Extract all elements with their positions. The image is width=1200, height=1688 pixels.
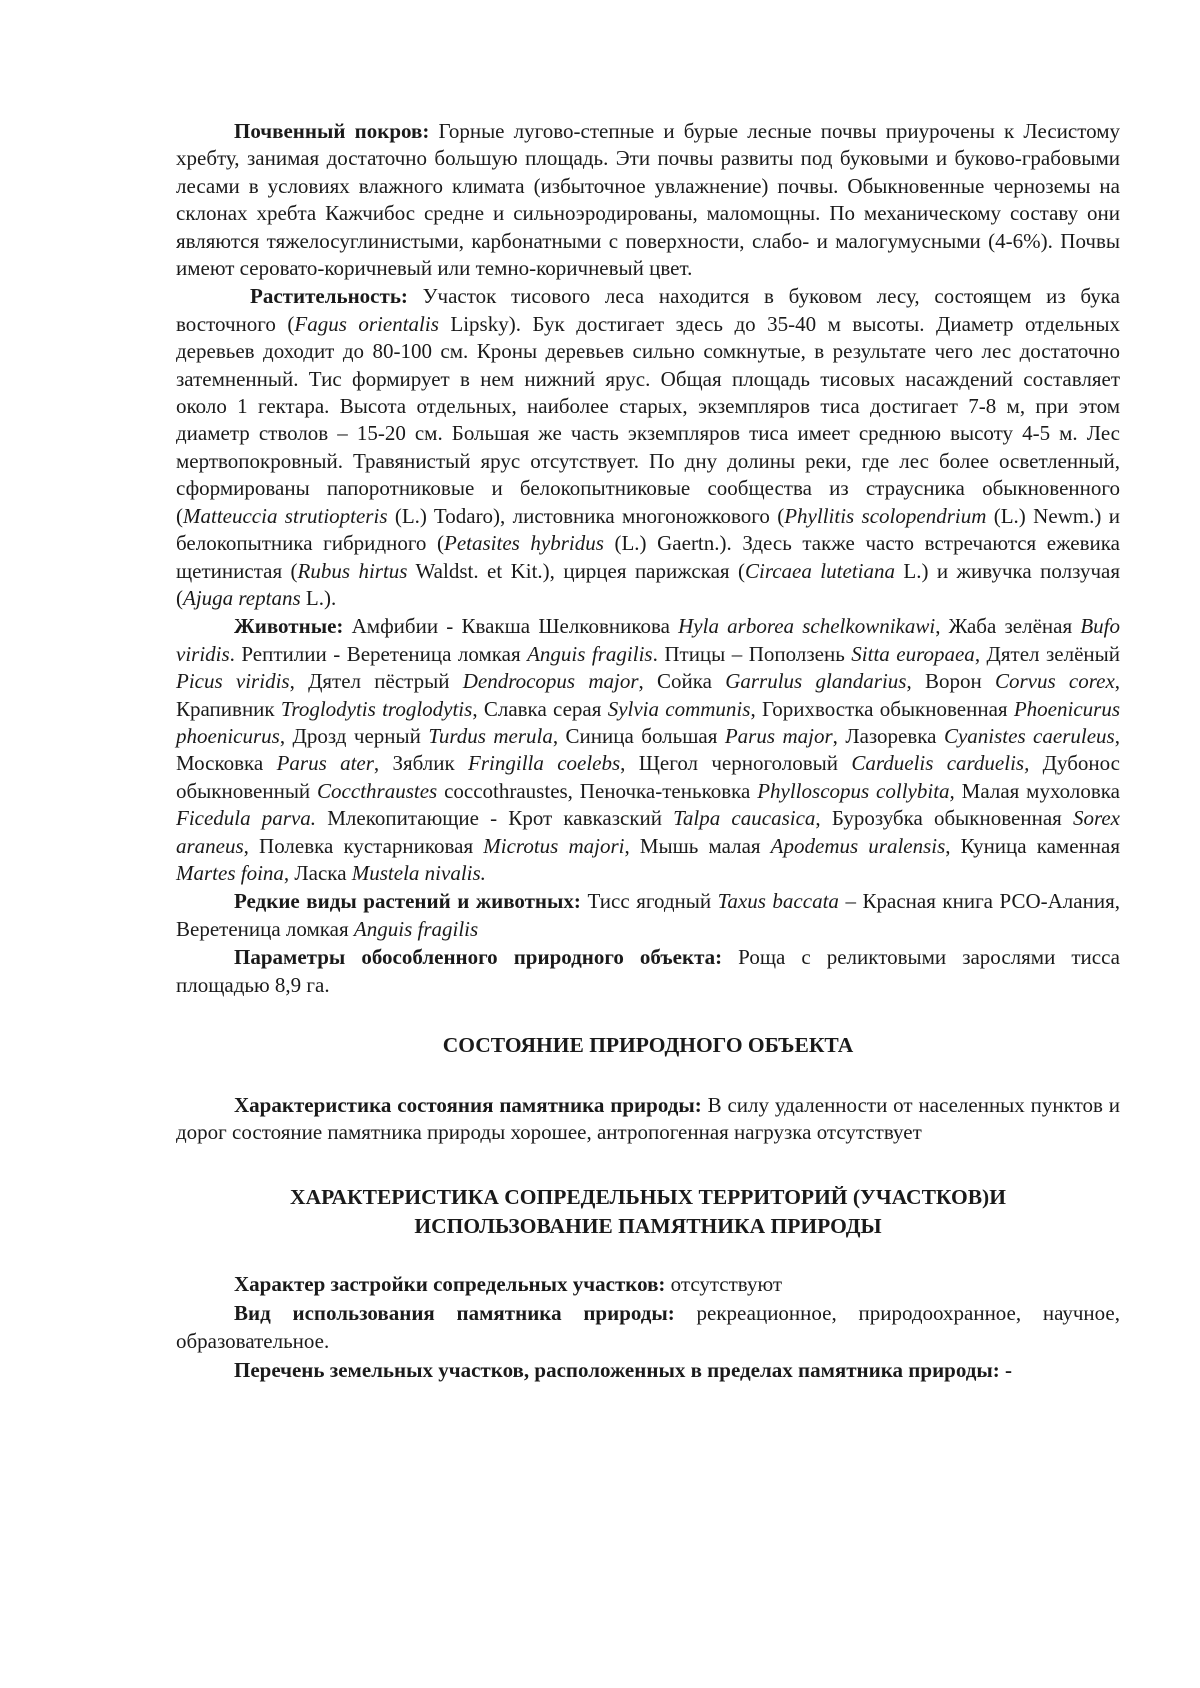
animals-text: , Крапивник [176, 669, 1121, 721]
latin-name: Martes foina [176, 860, 284, 885]
animals-text: , Зяблик [373, 751, 469, 776]
latin-name: Ficedula parva. [176, 806, 317, 831]
latin-name: Garrulus glandarius [725, 669, 907, 694]
use-label: Вид использования памятника природы: [234, 1301, 675, 1326]
animals-text: Амфибии - Квакша Шелковникова [343, 614, 679, 639]
latin-name: Carduelis carduelis, [851, 751, 1030, 776]
state-text: В силу удаленности от населенных пунктов и дорог состояние памятника природы хорошее, антропогенная нагрузка отсутствует [176, 1093, 1120, 1145]
latin-name: Rubus hirtus [297, 558, 408, 583]
latin-name: Anguis fragilis [353, 916, 479, 941]
animals-text: , Синица большая [552, 723, 725, 748]
latin-name: Phoenicurus phoenicurus [176, 696, 1120, 748]
animals-text: coccothraustes, Пеночка-теньковка [437, 778, 758, 803]
animals-text: Дубонос обыкновенный [176, 751, 1120, 803]
latin-name: Picus viridis [176, 669, 290, 694]
animals-text: . Рептилии - Веретеница ломкая [229, 641, 528, 666]
section-heading-line-2: ИСПОЛЬЗОВАНИЕ ПАМЯТНИКА ПРИРОДЫ [414, 1213, 882, 1238]
latin-name: Coccthraustes [317, 778, 438, 803]
latin-name: Parus major [724, 723, 833, 748]
animals-text: , Лазоревка [832, 723, 944, 748]
soil-text: Горные лугово-степные и бурые лесные почвы приурочены к Лесистому хребту, занимая достаточно большую площадь. Эти почвы развиты под буковыми и буково-грабовыми лесами в условиях влажного климата (избыточное увлажнение) почвы. Обыкновенные черноземы на склонах хребта Кажчибос средне и сильноэродированы, маломощны. По механическому составу они являются тяжелосуглинистыми, карбонатными с поверхности, слабо- и малогумусными (4-6%). Почвы имеют серовато-коричневый или темно-коричневый цвет. [176, 119, 1121, 281]
animals-text: , Дятел пёстрый [289, 669, 463, 694]
animals-text: , Дрозд черный [279, 723, 429, 748]
vegetation-text: L.). [300, 585, 337, 610]
soil-paragraph [176, 118, 1120, 282]
animals-label: Животные: [234, 614, 344, 639]
latin-name: Hyla arborea schelkownikawi [678, 614, 936, 639]
animals-text: , Куница каменная [945, 833, 1120, 858]
build-text: отсутствуют [665, 1271, 783, 1296]
vegetation-label: Растительность: [250, 284, 408, 309]
document-page [176, 118, 1120, 1384]
latin-name: Fagus orientalis [294, 311, 439, 336]
parameters-text: Роща с реликтовыми зарослями тисса площадью 8,9 га. [176, 945, 1120, 997]
latin-name: Dendrocopus major [462, 669, 639, 694]
latin-name: Sorex araneus [176, 806, 1121, 858]
latin-name: Petasites hybridus [444, 531, 604, 556]
latin-name: Circaea lutetiana [744, 558, 895, 583]
animals-text: . Птицы – Поползень [652, 641, 852, 666]
animals-text: Млекопитающие - Крот кавказский [316, 806, 674, 831]
animals-text: , Бурозубка обыкновенная [815, 806, 1073, 831]
animals-text: , Горихвостка обыкновенная [750, 696, 1014, 721]
latin-name: Parus ater [276, 751, 374, 776]
parameters-label: Параметры обособленного природного объекта: [234, 945, 723, 970]
latin-name: Anguis fragilis [527, 641, 653, 666]
state-paragraph [176, 1092, 1120, 1147]
latin-name: Apodemus uralensis [770, 833, 946, 858]
latin-name: Ajuga reptans [183, 585, 301, 610]
parameters-paragraph [176, 944, 1120, 999]
build-label: Характер застройки сопредельных участков: [234, 1271, 666, 1296]
vegetation-text: (L.) Newm.) и белокопытника гибридного ( [176, 503, 1120, 556]
land-list-label: Перечень земельных участков, расположенных в пределах памятника природы: - [234, 1358, 1012, 1383]
rare-species-text: Тисс ягодный [580, 889, 718, 914]
rare-species-text: – Красная книга РСО-Алания, Веретеница ломкая [176, 889, 1120, 941]
latin-name: Turdus merula [428, 723, 553, 748]
section-heading-state: СОСТОЯНИЕ ПРИРОДНОГО ОБЪЕКТА [442, 1033, 854, 1057]
animals-text: , Ласка [283, 860, 352, 885]
use-paragraph [176, 1300, 1120, 1355]
latin-name: Microtus majori [483, 833, 625, 858]
latin-name: Fringilla coelebs [468, 751, 621, 776]
latin-name: Troglodytis troglodytis [280, 696, 473, 721]
latin-name: Sylvia communis [607, 696, 751, 721]
animals-text: , Славка серая [472, 696, 608, 721]
animals-text: , Полевка кустарниковая [243, 833, 484, 858]
vegetation-text: L.) и живучка ползучая ( [176, 558, 1120, 610]
latin-name: Mustela nivalis. [351, 860, 486, 885]
vegetation-paragraph [176, 283, 1120, 612]
section-heading-line-1: ХАРАКТЕРИСТИКА СОПРЕДЕЛЬНЫХ ТЕРРИТОРИЙ (УЧАСТКОВ)И [290, 1184, 1006, 1209]
animals-paragraph [176, 613, 1120, 887]
latin-name: Cyanistes caeruleus [943, 723, 1115, 748]
vegetation-text: Waldst. et Kit.), цирцея парижская ( [407, 558, 745, 583]
vegetation-text: (L.) Todaro), листовника многоножкового ( [387, 503, 785, 528]
build-paragraph [176, 1271, 1120, 1298]
animals-text: , Московка [176, 723, 1120, 776]
rare-species-label: Редкие виды растений и животных: [234, 889, 581, 914]
latin-name: Corvus corex [994, 669, 1115, 694]
rare-species-paragraph [176, 888, 1120, 943]
section-heading-adjacent [176, 1183, 1120, 1241]
latin-name: Phyllitis scolopendrium [784, 503, 987, 528]
soil-label: Почвенный покров: [234, 119, 430, 143]
animals-text: , Ворон [906, 669, 995, 694]
latin-name: Sitta europaea [851, 641, 975, 666]
state-label: Характеристика состояния памятника природы: [234, 1093, 702, 1117]
latin-name: Matteuccia strutiopteris [183, 503, 388, 528]
vegetation-text: Участок тисового леса находится в буковом лесу, состоящем из бука восточного ( [176, 284, 1121, 336]
animals-text: , Мышь малая [624, 833, 771, 858]
vegetation-text: Lipsky). Бук достигает здесь до 35-40 м высоты. Диаметр отдельных деревьев доходит до 80-100 см. Кроны деревьев сильно сомкнутые, в результате чего лес достаточно затемненный. Тис формирует в нем нижний ярус. Общая площадь тисовых насаждений составляет около 1 гектара. Высота отдельных, наиболее старых, экземпляров тиса достигает 7-8 м, при этом диаметр стволов – 15-20 см. Большая же часть экземпляров тиса имеет среднюю высоту 4-5 м. Лес мертвопокровный. Травянистый ярус отсутствует. По дну долины реки, где лес более осветленный, сформированы папоротниковые и белокопытниковые сообщества из страусника обыкновенного ( [176, 311, 1120, 528]
vegetation-text: (L.) Gaertn.). Здесь также часто встречаются ежевика щетинистая ( [176, 531, 1120, 583]
animals-text: , Жаба зелёная [935, 614, 1081, 639]
latin-name: Bufo viridis [176, 614, 1120, 666]
animals-text: , Сойка [638, 669, 726, 694]
latin-name: Taxus baccata [717, 889, 839, 914]
latin-name: Talpa caucasica [673, 806, 816, 831]
use-text: рекреационное, природоохранное, научное, образовательное. [176, 1301, 1120, 1353]
animals-text: Малая мухоловка [954, 778, 1120, 803]
latin-name: Phylloscopus collybita, [757, 778, 955, 803]
land-list-paragraph [176, 1357, 1120, 1384]
animals-text: , Дятел зелёный [974, 641, 1120, 666]
animals-text: , Щегол черноголовый [620, 751, 852, 776]
